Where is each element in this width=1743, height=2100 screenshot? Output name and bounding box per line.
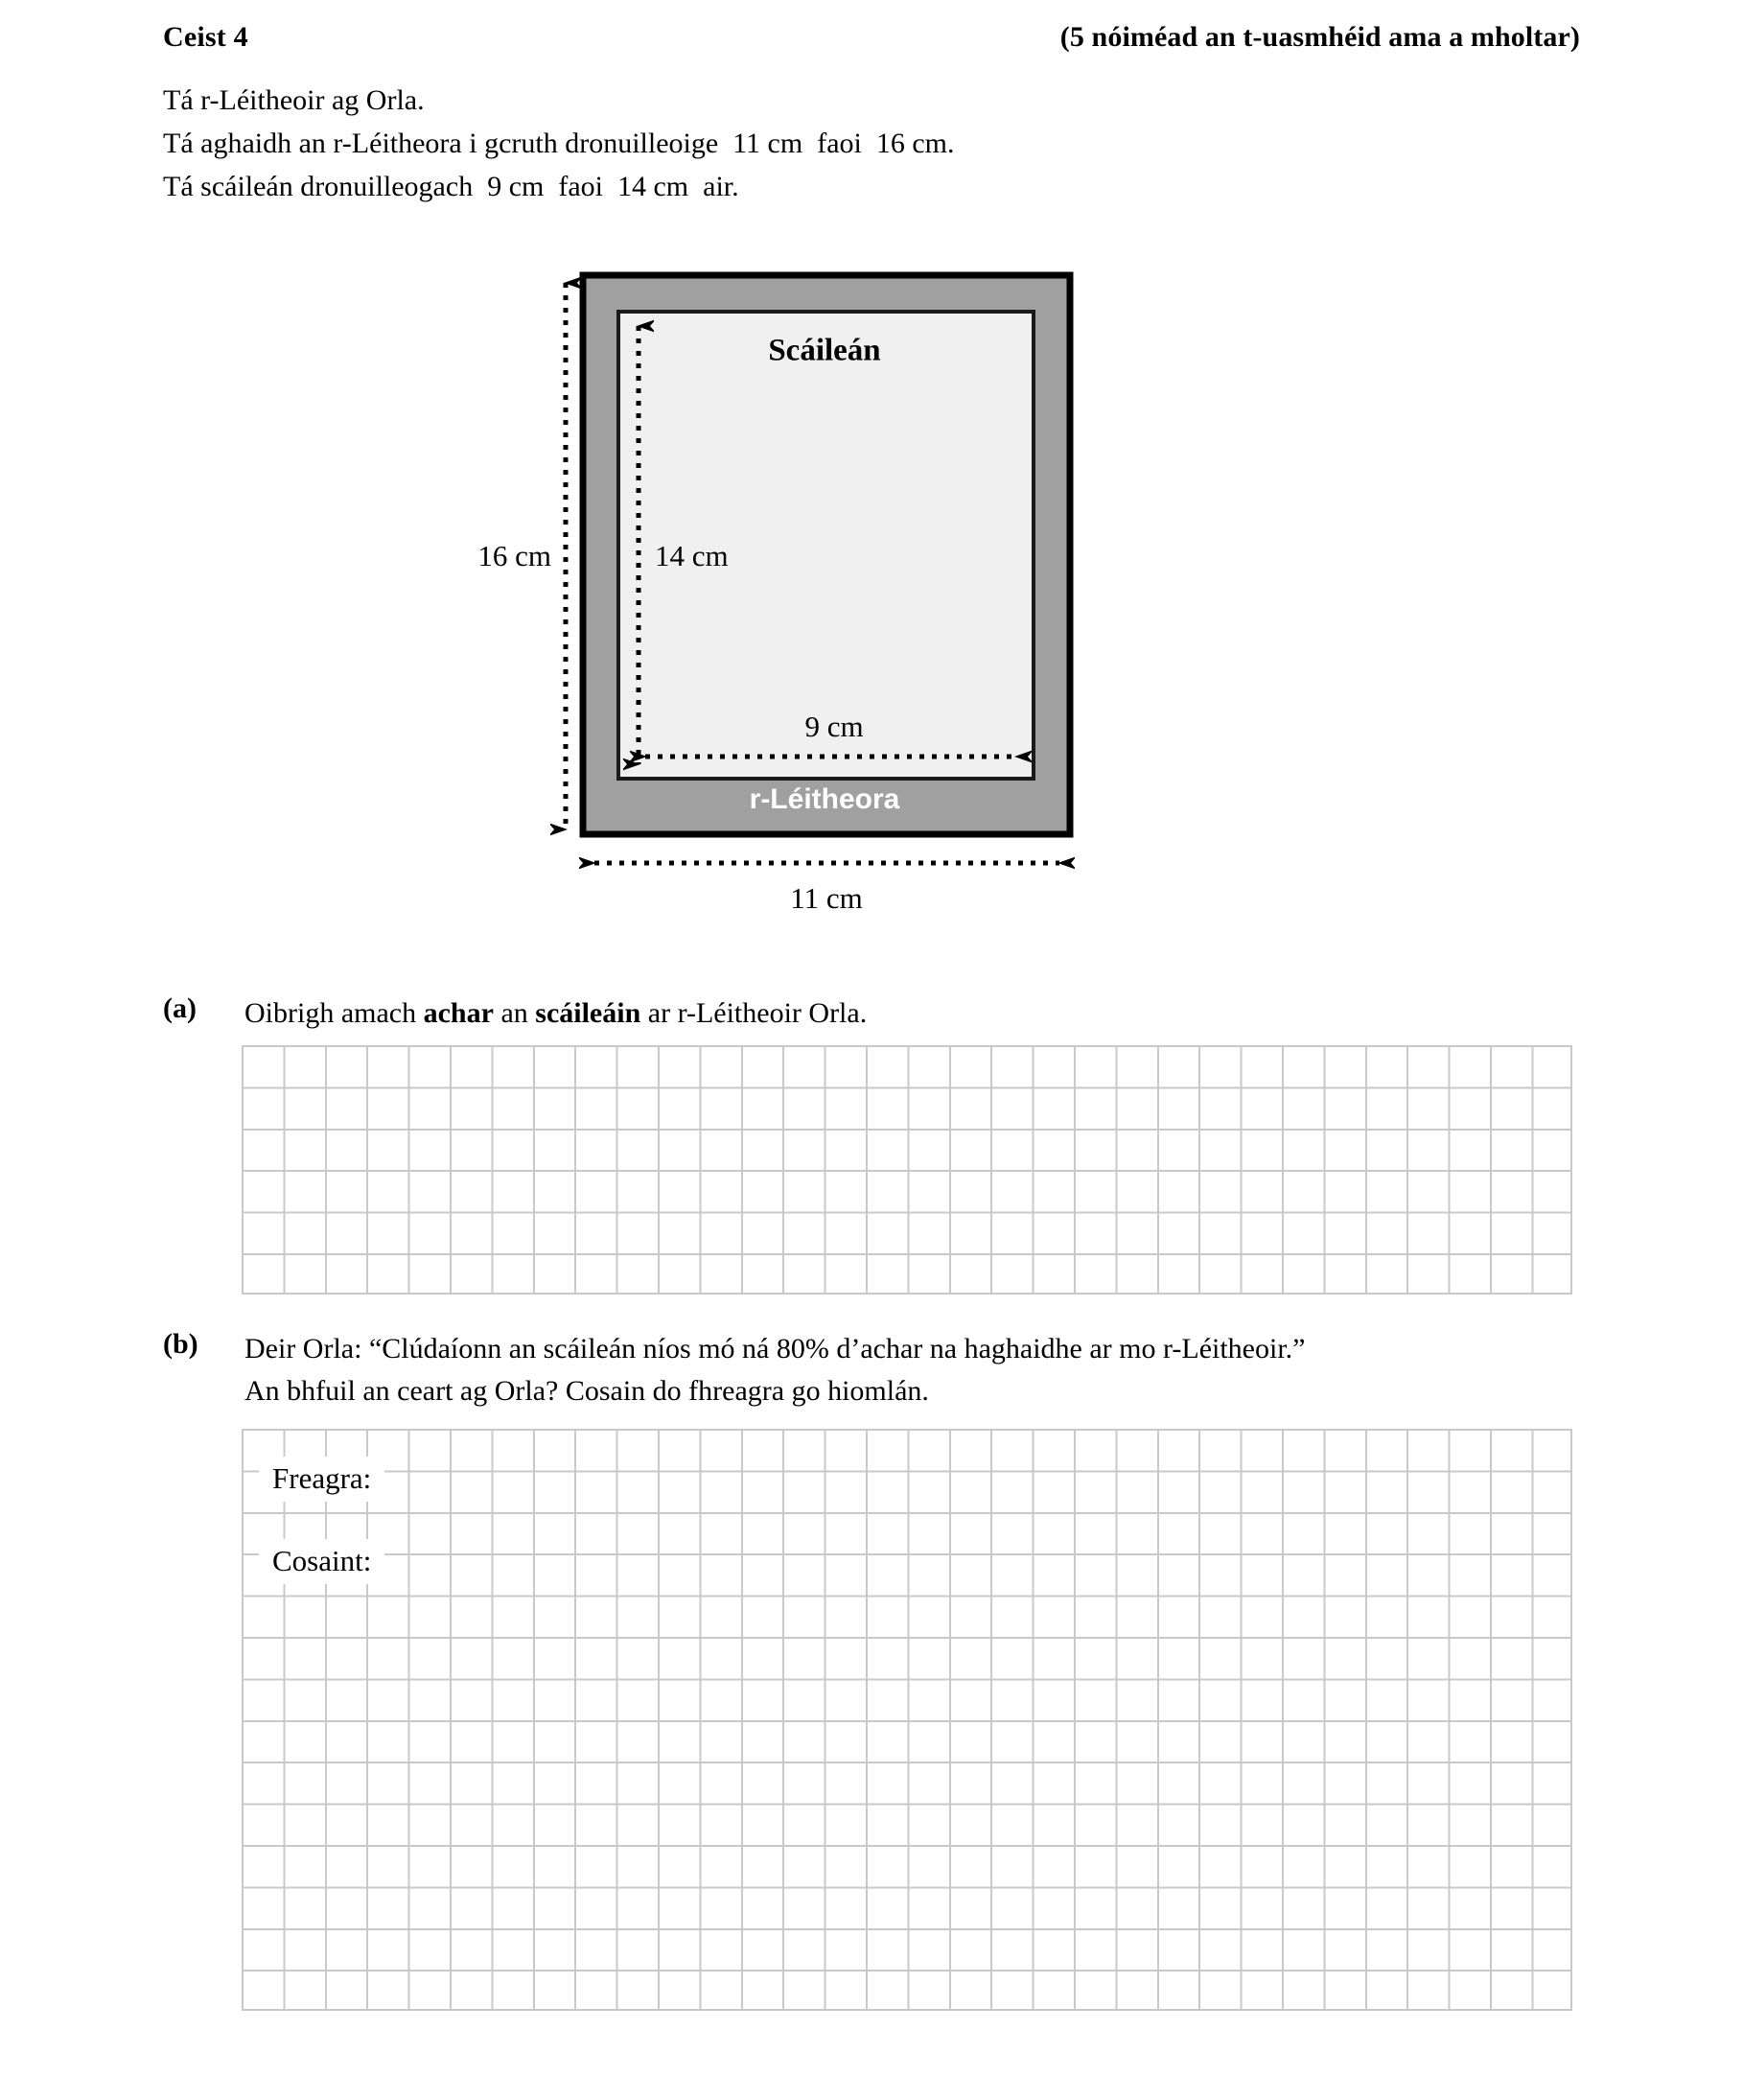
dim-label-device-height: 16 cm: [477, 539, 551, 572]
part-a-text-bold-1: achar: [423, 997, 494, 1029]
question-part-a: [163, 992, 1572, 1035]
question-header: [163, 21, 1580, 54]
ereader-diagram: [422, 254, 1150, 916]
dim-label-screen-height: 14 cm: [655, 539, 729, 572]
question-intro: [163, 79, 1505, 208]
part-b-line-2: An bhfuil an ceart ag Orla? Cosain do fhreagra go hiomlán.: [244, 1375, 929, 1407]
intro-line-3: Tá scáileán dronuilleogach 9 cm faoi 14 cm air.: [163, 171, 739, 202]
question-time-note: (5 nóiméad an t-uasmhéid ama a mholtar): [1059, 21, 1580, 53]
question-part-b: [163, 1328, 1572, 1412]
dim-label-screen-width: 9 cm: [804, 710, 864, 743]
answer-label-cosaint: Cosaint:: [259, 1539, 384, 1584]
part-b-text: [244, 1328, 1305, 1412]
ereader-diagram-svg: [422, 254, 1150, 916]
part-a-text: [244, 992, 867, 1035]
part-a-text-seg-2: an: [493, 997, 536, 1029]
answer-label-freagra: Freagra:: [259, 1457, 384, 1502]
part-a-text-bold-2: scáileáin: [535, 997, 641, 1029]
question-number: Ceist 4: [163, 21, 248, 53]
device-label: r-Léitheora: [749, 783, 900, 815]
part-a-label: (a): [163, 992, 197, 1024]
part-b-label: (b): [163, 1328, 198, 1360]
part-a-text-seg-1: Oibrigh amach: [244, 997, 424, 1029]
dim-label-device-width: 11 cm: [790, 881, 863, 915]
intro-line-1: Tá r-Léitheoir ag Orla.: [163, 84, 425, 116]
screen-label: Scáileán: [768, 333, 881, 368]
answer-grid-b[interactable]: [242, 1429, 1572, 2011]
intro-line-2: Tá aghaidh an r-Léitheora i gcruth dronuilleoige 11 cm faoi 16 cm.: [163, 128, 955, 159]
answer-grid-a[interactable]: [242, 1045, 1572, 1295]
part-a-text-seg-3: ar r-Léitheoir Orla.: [640, 997, 868, 1029]
part-b-line-1: Deir Orla: “Clúdaíonn an scáileán níos mó ná 80% d’achar na haghaidhe ar mo r-Léitheoir.”: [244, 1333, 1306, 1365]
